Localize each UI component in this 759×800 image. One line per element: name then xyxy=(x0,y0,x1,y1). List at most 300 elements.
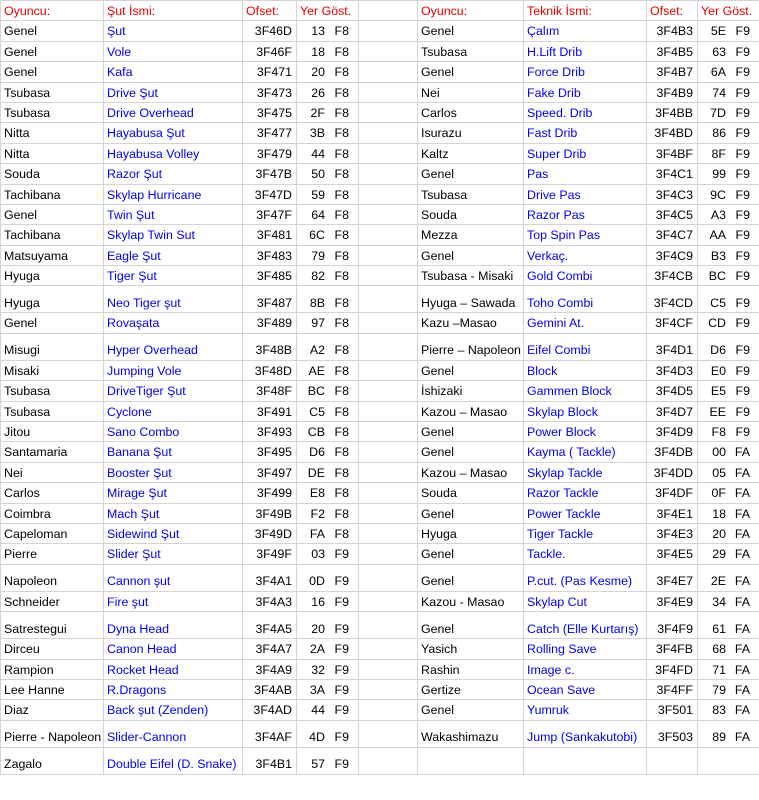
technique-name-right: P.cut. (Pas Kesme) xyxy=(524,564,647,591)
location-bank: FA xyxy=(734,526,750,541)
offset-cell-right: 3F4CF xyxy=(647,313,698,333)
player-cell-right: Tsubasa xyxy=(418,41,524,61)
location-byte: BC xyxy=(708,269,726,284)
offset-cell-right: 3F4B3 xyxy=(647,21,698,41)
location-cell-right xyxy=(698,62,759,82)
location-byte: 44 xyxy=(311,146,325,161)
player-cell-right: Hyuga – Sawada xyxy=(418,286,524,313)
location-cell xyxy=(297,462,359,482)
player-cell: Diaz xyxy=(1,700,104,720)
location-byte: 05 xyxy=(712,465,726,480)
player-cell-right: Kazou – Masao xyxy=(418,401,524,421)
location-bank: F9 xyxy=(735,65,750,80)
empty-cell xyxy=(418,747,524,774)
header-offset-right: Ofset: xyxy=(647,1,698,21)
offset-cell-right: 3F4B7 xyxy=(647,62,698,82)
location-byte: 4D xyxy=(309,730,325,745)
player-cell-right: Gertize xyxy=(418,679,524,699)
player-cell-right: Genel xyxy=(418,612,524,639)
offset-cell-right: 3F501 xyxy=(647,700,698,720)
location-cell-right xyxy=(698,204,759,224)
location-bank: F8 xyxy=(334,465,349,480)
offset-cell: 3F49B xyxy=(243,503,297,523)
location-byte: 18 xyxy=(311,44,325,59)
player-cell: Jitou xyxy=(1,422,104,442)
player-cell: Napoleon xyxy=(1,564,104,591)
location-bank: F9 xyxy=(735,363,750,378)
location-bank: FA xyxy=(734,662,750,677)
location-bank: FA xyxy=(734,703,750,718)
spacer-cell xyxy=(359,41,418,61)
technique-name-right: Catch (Elle Kurtarış) xyxy=(524,612,647,639)
player-cell-right: Genel xyxy=(418,503,524,523)
location-cell xyxy=(297,612,359,639)
location-cell xyxy=(297,422,359,442)
location-byte: 86 xyxy=(712,126,726,141)
location-cell-right xyxy=(698,184,759,204)
table-row xyxy=(1,360,759,380)
location-bank: F9 xyxy=(735,384,750,399)
location-byte: 68 xyxy=(712,642,726,657)
offset-cell-right: 3F4B9 xyxy=(647,82,698,102)
location-cell xyxy=(297,143,359,163)
location-bank: F9 xyxy=(735,296,750,311)
offset-cell-right: 3F4DD xyxy=(647,462,698,482)
spacer-cell xyxy=(359,360,418,380)
location-bank: F8 xyxy=(334,425,349,440)
table-row xyxy=(1,102,759,122)
offset-cell: 3F481 xyxy=(243,225,297,245)
offset-cell: 3F471 xyxy=(243,62,297,82)
shot-name: Canon Head xyxy=(104,639,243,659)
location-byte: 82 xyxy=(311,269,325,284)
spacer-cell xyxy=(359,313,418,333)
technique-name-right: Drive Pas xyxy=(524,184,647,204)
player-cell: Lee Hanne xyxy=(1,679,104,699)
offset-cell: 3F495 xyxy=(243,442,297,462)
location-byte: 20 xyxy=(311,621,325,636)
location-byte: 03 xyxy=(311,547,325,562)
player-cell-right: Tsubasa - Misaki xyxy=(418,266,524,286)
location-cell-right xyxy=(698,720,759,747)
shot-name: Hayabusa Volley xyxy=(104,143,243,163)
location-byte: A3 xyxy=(710,207,726,222)
offset-cell-right: 3F4D3 xyxy=(647,360,698,380)
location-bank: F8 xyxy=(334,296,349,311)
offset-cell-right: 3F4CD xyxy=(647,286,698,313)
table-row xyxy=(1,700,759,720)
offset-cell-right: 3F4BB xyxy=(647,102,698,122)
location-byte: 50 xyxy=(311,167,325,182)
location-byte: 8F xyxy=(711,146,726,161)
location-byte: 79 xyxy=(311,248,325,263)
location-bank: F8 xyxy=(334,486,349,501)
location-cell-right xyxy=(698,612,759,639)
player-cell-right: Kazou - Masao xyxy=(418,591,524,611)
header-row xyxy=(1,1,759,21)
location-cell xyxy=(297,313,359,333)
location-bank: FA xyxy=(734,547,750,562)
offset-cell-right: 3F503 xyxy=(647,720,698,747)
table-row xyxy=(1,245,759,265)
offset-cell-right: 3F4C5 xyxy=(647,204,698,224)
location-cell-right xyxy=(698,102,759,122)
spacer-cell xyxy=(359,21,418,41)
offset-cell: 3F487 xyxy=(243,286,297,313)
offset-cell-right: 3F4D5 xyxy=(647,381,698,401)
offset-cell: 3F479 xyxy=(243,143,297,163)
location-cell xyxy=(297,184,359,204)
location-byte: 6C xyxy=(309,228,325,243)
spacer-cell xyxy=(359,266,418,286)
shot-name: Hayabusa Şut xyxy=(104,123,243,143)
table-row xyxy=(1,225,759,245)
player-cell: Capeloman xyxy=(1,523,104,543)
player-cell: Tsubasa xyxy=(1,102,104,122)
spacer-cell xyxy=(359,659,418,679)
location-bank: F9 xyxy=(334,642,349,657)
location-cell-right xyxy=(698,333,759,360)
location-bank: F8 xyxy=(334,126,349,141)
offset-cell-right: 3F4E3 xyxy=(647,523,698,543)
location-bank: FA xyxy=(734,465,750,480)
player-cell-right: Souda xyxy=(418,204,524,224)
location-bank: F8 xyxy=(334,146,349,161)
spacer-cell xyxy=(359,591,418,611)
shot-name: Neo Tiger şut xyxy=(104,286,243,313)
spacer-cell xyxy=(359,442,418,462)
spacer-cell xyxy=(359,143,418,163)
location-byte: 64 xyxy=(311,207,325,222)
empty-cell xyxy=(524,747,647,774)
location-bank: F9 xyxy=(735,146,750,161)
player-cell-right: Wakashimazu xyxy=(418,720,524,747)
table-row xyxy=(1,462,759,482)
location-byte: 44 xyxy=(311,703,325,718)
player-cell-right: Tsubasa xyxy=(418,184,524,204)
player-cell: Misugi xyxy=(1,333,104,360)
player-cell: Tsubasa xyxy=(1,82,104,102)
offset-cell: 3F48D xyxy=(243,360,297,380)
shot-name: Cyclone xyxy=(104,401,243,421)
offset-cell-right: 3F4C1 xyxy=(647,164,698,184)
spacer-cell xyxy=(359,164,418,184)
location-bank: F9 xyxy=(735,404,750,419)
spacer-cell xyxy=(359,422,418,442)
player-cell-right: İshizaki xyxy=(418,381,524,401)
spacer-cell xyxy=(359,401,418,421)
location-cell xyxy=(297,333,359,360)
table-row xyxy=(1,422,759,442)
location-byte: 74 xyxy=(712,85,726,100)
location-cell xyxy=(297,483,359,503)
offset-cell: 3F46F xyxy=(243,41,297,61)
location-byte: 6A xyxy=(710,65,726,80)
offset-cell-right: 3F4C3 xyxy=(647,184,698,204)
location-cell xyxy=(297,102,359,122)
location-bank: F9 xyxy=(334,621,349,636)
location-cell xyxy=(297,523,359,543)
location-cell-right xyxy=(698,225,759,245)
player-cell: Nei xyxy=(1,462,104,482)
shot-name: Back şut (Zenden) xyxy=(104,700,243,720)
location-cell-right xyxy=(698,164,759,184)
offset-cell: 3F4AB xyxy=(243,679,297,699)
table-body xyxy=(1,1,759,775)
location-byte: CB xyxy=(307,425,325,440)
location-byte: 71 xyxy=(712,662,726,677)
location-byte: E0 xyxy=(710,363,726,378)
table-row xyxy=(1,123,759,143)
player-cell-right: Yasich xyxy=(418,639,524,659)
technique-name-right: Skylap Tackle xyxy=(524,462,647,482)
location-byte: 29 xyxy=(712,547,726,562)
location-bank: F9 xyxy=(735,207,750,222)
shot-name: Booster Şut xyxy=(104,462,243,482)
location-cell xyxy=(297,41,359,61)
shot-name: Skylap Hurricane xyxy=(104,184,243,204)
player-cell-right: Souda xyxy=(418,483,524,503)
location-byte: 83 xyxy=(712,703,726,718)
location-cell-right xyxy=(698,422,759,442)
technique-name-right: Yumruk xyxy=(524,700,647,720)
location-cell xyxy=(297,266,359,286)
player-cell: Zagalo xyxy=(1,747,104,774)
location-byte: F2 xyxy=(310,506,325,521)
shot-name: Sidewind Şut xyxy=(104,523,243,543)
spacer-cell xyxy=(359,747,418,774)
location-cell xyxy=(297,286,359,313)
location-bank: F8 xyxy=(334,187,349,202)
location-bank: F8 xyxy=(334,44,349,59)
location-bank: F9 xyxy=(735,343,750,358)
player-cell: Carlos xyxy=(1,483,104,503)
location-byte: D6 xyxy=(710,343,726,358)
technique-name-right: Top Spin Pas xyxy=(524,225,647,245)
location-bank: F9 xyxy=(334,703,349,718)
spacer-cell xyxy=(359,102,418,122)
spacer-cell xyxy=(359,225,418,245)
technique-name-right: Super Drib xyxy=(524,143,647,163)
location-bank: FA xyxy=(734,730,750,745)
location-byte: E8 xyxy=(309,486,325,501)
shot-name: Eagle Şut xyxy=(104,245,243,265)
table-row xyxy=(1,720,759,747)
table-row xyxy=(1,591,759,611)
offset-cell: 3F4A1 xyxy=(243,564,297,591)
spacer-cell xyxy=(359,639,418,659)
technique-name-right: Speed. Drib xyxy=(524,102,647,122)
player-cell-right: Genel xyxy=(418,21,524,41)
location-byte: 61 xyxy=(712,621,726,636)
player-cell: Genel xyxy=(1,204,104,224)
location-bank: F9 xyxy=(735,126,750,141)
location-cell xyxy=(297,123,359,143)
shot-name: Slider-Cannon xyxy=(104,720,243,747)
location-byte: 34 xyxy=(712,594,726,609)
table-row xyxy=(1,679,759,699)
table-row xyxy=(1,313,759,333)
player-cell-right: Kaltz xyxy=(418,143,524,163)
player-cell-right: Hyuga xyxy=(418,523,524,543)
player-cell-right: Genel xyxy=(418,700,524,720)
table-row xyxy=(1,62,759,82)
location-cell-right xyxy=(698,41,759,61)
location-cell-right xyxy=(698,591,759,611)
offset-cell: 3F4A9 xyxy=(243,659,297,679)
location-cell xyxy=(297,82,359,102)
player-cell: Misaki xyxy=(1,360,104,380)
offset-cell: 3F47F xyxy=(243,204,297,224)
table-row xyxy=(1,564,759,591)
player-cell: Tachibana xyxy=(1,225,104,245)
offset-cell-right: 3F4FB xyxy=(647,639,698,659)
location-cell-right xyxy=(698,21,759,41)
spacer-cell xyxy=(359,333,418,360)
player-cell-right: Genel xyxy=(418,422,524,442)
spacer-cell xyxy=(359,286,418,313)
technique-name-right: H.Lift Drib xyxy=(524,41,647,61)
location-byte: 7D xyxy=(710,105,726,120)
spacer-cell xyxy=(359,523,418,543)
location-bank: F8 xyxy=(334,506,349,521)
technique-name-right: Razor Pas xyxy=(524,204,647,224)
table-row xyxy=(1,266,759,286)
spacer-cell xyxy=(359,1,418,21)
location-byte: 2F xyxy=(310,105,325,120)
location-byte: 5E xyxy=(710,24,726,39)
location-byte: C5 xyxy=(710,296,726,311)
offset-cell-right: 3F4CB xyxy=(647,266,698,286)
player-cell-right: Genel xyxy=(418,164,524,184)
offset-cell: 3F493 xyxy=(243,422,297,442)
offset-cell: 3F499 xyxy=(243,483,297,503)
shot-name: Sano Combo xyxy=(104,422,243,442)
spacer-cell xyxy=(359,564,418,591)
location-bank: F8 xyxy=(334,269,349,284)
shot-name: Banana Şut xyxy=(104,442,243,462)
offset-cell: 3F497 xyxy=(243,462,297,482)
offset-cell-right: 3F4DF xyxy=(647,483,698,503)
location-byte: 13 xyxy=(311,24,325,39)
spacer-cell xyxy=(359,612,418,639)
offset-cell: 3F477 xyxy=(243,123,297,143)
player-cell: Tsubasa xyxy=(1,401,104,421)
shot-name: Kafa xyxy=(104,62,243,82)
shot-name: Drive Şut xyxy=(104,82,243,102)
location-byte: 16 xyxy=(311,594,325,609)
table-row xyxy=(1,164,759,184)
location-bank: F8 xyxy=(334,445,349,460)
player-cell-right: Carlos xyxy=(418,102,524,122)
location-bank: F8 xyxy=(334,526,349,541)
location-cell-right xyxy=(698,286,759,313)
table-row xyxy=(1,659,759,679)
technique-name-right: Skylap Block xyxy=(524,401,647,421)
table-row xyxy=(1,184,759,204)
spacer-cell xyxy=(359,123,418,143)
location-cell xyxy=(297,401,359,421)
offset-cell-right: 3F4FF xyxy=(647,679,698,699)
location-bank: FA xyxy=(734,574,750,589)
player-cell-right: Isurazu xyxy=(418,123,524,143)
shot-name: Fire şut xyxy=(104,591,243,611)
location-byte: FA xyxy=(309,526,325,541)
location-bank: FA xyxy=(734,642,750,657)
location-cell xyxy=(297,381,359,401)
shot-name: Skylap Twin Sut xyxy=(104,225,243,245)
player-cell-right: Genel xyxy=(418,360,524,380)
offset-cell: 3F485 xyxy=(243,266,297,286)
location-cell xyxy=(297,544,359,564)
technique-name-right: Fake Drib xyxy=(524,82,647,102)
offset-cell: 3F4A7 xyxy=(243,639,297,659)
spacer-cell xyxy=(359,503,418,523)
shot-name: Tiger Şut xyxy=(104,266,243,286)
player-cell: Souda xyxy=(1,164,104,184)
location-cell-right xyxy=(698,679,759,699)
location-bank: F9 xyxy=(334,594,349,609)
player-cell: Coimbra xyxy=(1,503,104,523)
location-cell xyxy=(297,204,359,224)
offset-cell-right: 3F4F9 xyxy=(647,612,698,639)
shot-name: Hyper Overhead xyxy=(104,333,243,360)
table-row xyxy=(1,204,759,224)
offset-cell-right: 3F4BD xyxy=(647,123,698,143)
offset-cell-right: 3F4B5 xyxy=(647,41,698,61)
shot-name: Jumping Vole xyxy=(104,360,243,380)
player-cell-right: Genel xyxy=(418,245,524,265)
header-player-right: Oyuncu: xyxy=(418,1,524,21)
player-cell: Satrestegui xyxy=(1,612,104,639)
table-row xyxy=(1,483,759,503)
offset-cell-right: 3F4E5 xyxy=(647,544,698,564)
location-byte: AA xyxy=(709,228,726,243)
shot-name: Mach Şut xyxy=(104,503,243,523)
location-bank: F9 xyxy=(735,248,750,263)
location-byte: A2 xyxy=(309,343,325,358)
location-bank: F9 xyxy=(334,730,349,745)
location-byte: 8B xyxy=(309,296,325,311)
spacer-cell xyxy=(359,62,418,82)
location-cell-right xyxy=(698,700,759,720)
technique-name-right: Toho Combi xyxy=(524,286,647,313)
empty-cell xyxy=(647,747,698,774)
location-bank: FA xyxy=(734,486,750,501)
location-cell xyxy=(297,639,359,659)
location-byte: D6 xyxy=(309,445,325,460)
shot-name: DriveTiger Şut xyxy=(104,381,243,401)
table-row xyxy=(1,544,759,564)
location-cell-right xyxy=(698,82,759,102)
technique-name-right: Razor Tackle xyxy=(524,483,647,503)
location-bank: FA xyxy=(734,682,750,697)
location-byte: C5 xyxy=(309,404,325,419)
player-cell-right: Pierre – Napoleon xyxy=(418,333,524,360)
table-row xyxy=(1,523,759,543)
shot-name: Double Eifel (D. Snake) xyxy=(104,747,243,774)
player-cell: Schneider xyxy=(1,591,104,611)
shot-name: Cannon şut xyxy=(104,564,243,591)
location-bank: F8 xyxy=(334,384,349,399)
location-bank: F8 xyxy=(334,404,349,419)
location-cell xyxy=(297,747,359,774)
location-cell-right xyxy=(698,143,759,163)
location-byte: AE xyxy=(308,363,325,378)
offset-cell: 3F49F xyxy=(243,544,297,564)
technique-name-right: Pas xyxy=(524,164,647,184)
spacer-cell xyxy=(359,720,418,747)
